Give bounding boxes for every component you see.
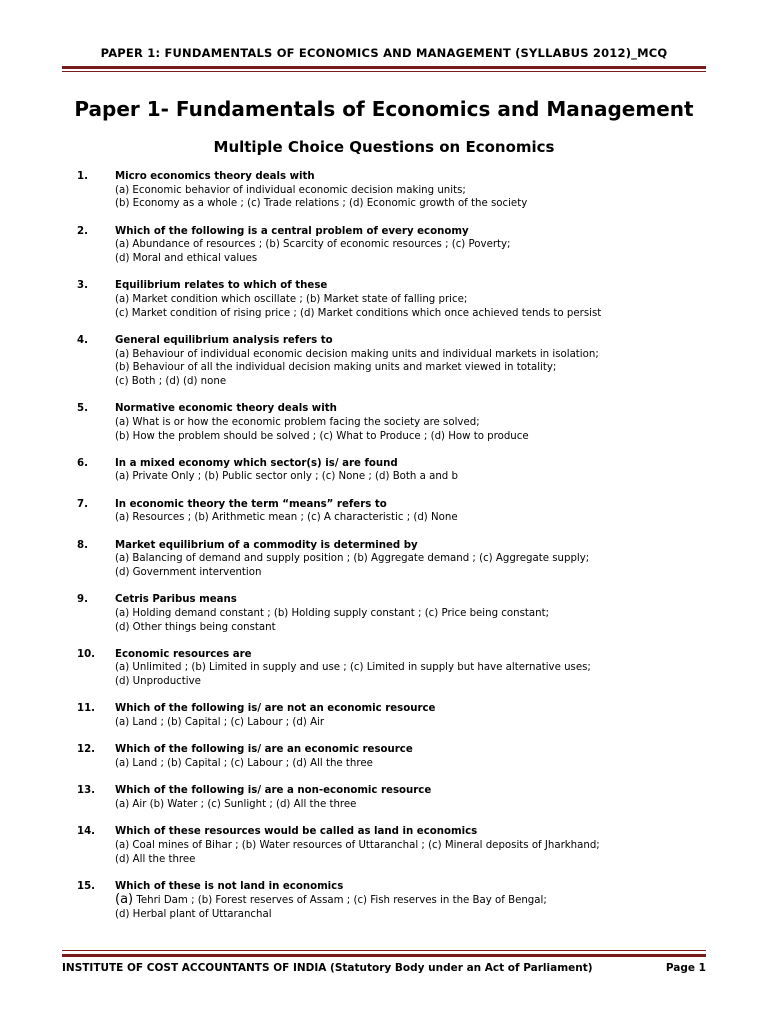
question-number: 4. [77, 334, 88, 346]
question-number: 6. [77, 457, 88, 469]
question-item [77, 784, 717, 811]
document-subtitle: Multiple Choice Questions on Economics [213, 138, 555, 156]
question-text: Which of the following is/ are a non-economic resource [115, 785, 432, 797]
question-number: 5. [77, 403, 88, 415]
page-number: Page 1 [665, 962, 706, 974]
question-list [77, 170, 717, 922]
question-number: 12. [77, 744, 96, 756]
question-item [77, 593, 717, 634]
question-item [77, 498, 717, 525]
footer-institute: INSTITUTE OF COST ACCOUNTANTS OF INDIA (Statutory Body under an Act of Parliament) [62, 962, 593, 974]
question-text: In economic theory the term “means” refers to [115, 498, 387, 510]
option-line: (b) Economy as a whole ; (c) Trade relations ; (d) Economic growth of the society [115, 198, 528, 210]
option-line: (c) Both ; (d) (d) none [115, 375, 227, 387]
question-item [77, 457, 717, 484]
question-number: 13. [77, 785, 96, 797]
document-title: Paper 1- Fundamentals of Economics and Management [74, 97, 694, 121]
option-line: (a) Private Only ; (b) Public sector only ; (c) None ; (d) Both a and b [115, 471, 458, 483]
question-text: Which of these is not land in economics [115, 880, 344, 892]
option-line: (a) Behaviour of individual economic decision making units and individual markets in isolation; [115, 348, 599, 360]
option-line: (a) Holding demand constant ; (b) Holding supply constant ; (c) Price being constant; [115, 607, 550, 619]
question-item [77, 402, 717, 443]
question-item [77, 702, 717, 729]
question-number: 1. [77, 171, 88, 182]
question-item [77, 743, 717, 770]
question-text: Micro economics theory deals with [115, 171, 315, 182]
question-text: Which of these resources would be called as land in economics [115, 826, 478, 838]
question-text: Which of the following is/ are an economic resource [115, 744, 413, 756]
footer-rule-thin [62, 950, 706, 951]
option-line: (a) Land ; (b) Capital ; (c) Labour ; (d) Air [115, 717, 325, 729]
option-line: (b) How the problem should be solved ; (c) What to Produce ; (d) How to produce [115, 430, 529, 442]
option-line: (c) Market condition of rising price ; (d) Market conditions which once achieved tends to persist [115, 307, 602, 319]
option-line: (a) Unlimited ; (b) Limited in supply and use ; (c) Limited in supply but have alternative uses; [115, 662, 591, 674]
option-text: Tehri Dam ; (b) Forest reserves of Assam ; (c) Fish reserves in the Bay of Bengal; [133, 895, 547, 907]
question-item [77, 334, 717, 389]
question-number: 10. [77, 648, 96, 660]
option-line: (d) Moral and ethical values [115, 253, 258, 265]
question-text: Normative economic theory deals with [115, 403, 337, 415]
question-number: 8. [77, 539, 88, 551]
option-line: (a) Market condition which oscillate ; (b) Market state of falling price; [115, 293, 468, 305]
option-line: (d) Herbal plant of Uttaranchal [115, 909, 272, 921]
header-rule-thin [62, 71, 706, 72]
option-line: (b) Behaviour of all the individual decision making units and market viewed in totality; [115, 362, 557, 374]
question-number: 3. [77, 280, 88, 292]
running-header: PAPER 1: FUNDAMENTALS OF ECONOMICS AND MANAGEMENT (SYLLABUS 2012)_MCQ [100, 46, 668, 60]
question-item [77, 539, 717, 580]
option-line: (a) What is or how the economic problem facing the society are solved; [115, 416, 480, 428]
question-number: 2. [77, 225, 88, 237]
option-line: (d) Unproductive [115, 676, 201, 688]
option-line: (a) Economic behavior of individual economic decision making units; [115, 184, 466, 196]
option-line: (a) Balancing of demand and supply position ; (b) Aggregate demand ; (c) Aggregate supply; [115, 553, 590, 565]
question-item [77, 825, 717, 866]
question-item [77, 279, 717, 320]
option-line [115, 893, 717, 908]
option-label: (a) [115, 892, 134, 908]
option-line: (a) Air (b) Water ; (c) Sunlight ; (d) All the three [115, 798, 357, 810]
question-number: 11. [77, 703, 96, 715]
question-item [77, 225, 717, 266]
question-item [77, 170, 717, 211]
question-number: 9. [77, 594, 88, 606]
question-text: Equilibrium relates to which of these [115, 280, 328, 292]
question-item [77, 648, 717, 689]
question-text: Cetris Paribus means [115, 594, 237, 606]
question-text: In a mixed economy which sector(s) is/ are found [115, 457, 398, 469]
question-number: 7. [77, 498, 88, 510]
option-line: (d) Government intervention [115, 566, 262, 578]
option-line: (a) Resources ; (b) Arithmetic mean ; (c) A characteristic ; (d) None [115, 512, 458, 524]
option-line: (a) Abundance of resources ; (b) Scarcity of economic resources ; (c) Poverty; [115, 239, 511, 251]
question-text: Market equilibrium of a commodity is determined by [115, 539, 418, 551]
footer-rule-thick [62, 954, 706, 957]
question-text: Which of the following is/ are not an economic resource [115, 703, 436, 715]
question-text: General equilibrium analysis refers to [115, 334, 333, 346]
header-rule-thick [62, 66, 706, 69]
question-number: 14. [77, 826, 96, 838]
question-item [77, 880, 717, 922]
option-line: (d) Other things being constant [115, 621, 276, 633]
question-number: 15. [77, 880, 96, 892]
option-line: (d) All the three [115, 853, 196, 865]
option-line: (a) Land ; (b) Capital ; (c) Labour ; (d) All the three [115, 758, 373, 769]
question-text: Which of the following is a central problem of every economy [115, 225, 469, 237]
option-line: (a) Coal mines of Bihar ; (b) Water resources of Uttaranchal ; (c) Mineral deposits of Jharkhand; [115, 839, 600, 851]
question-text: Economic resources are [115, 648, 252, 660]
